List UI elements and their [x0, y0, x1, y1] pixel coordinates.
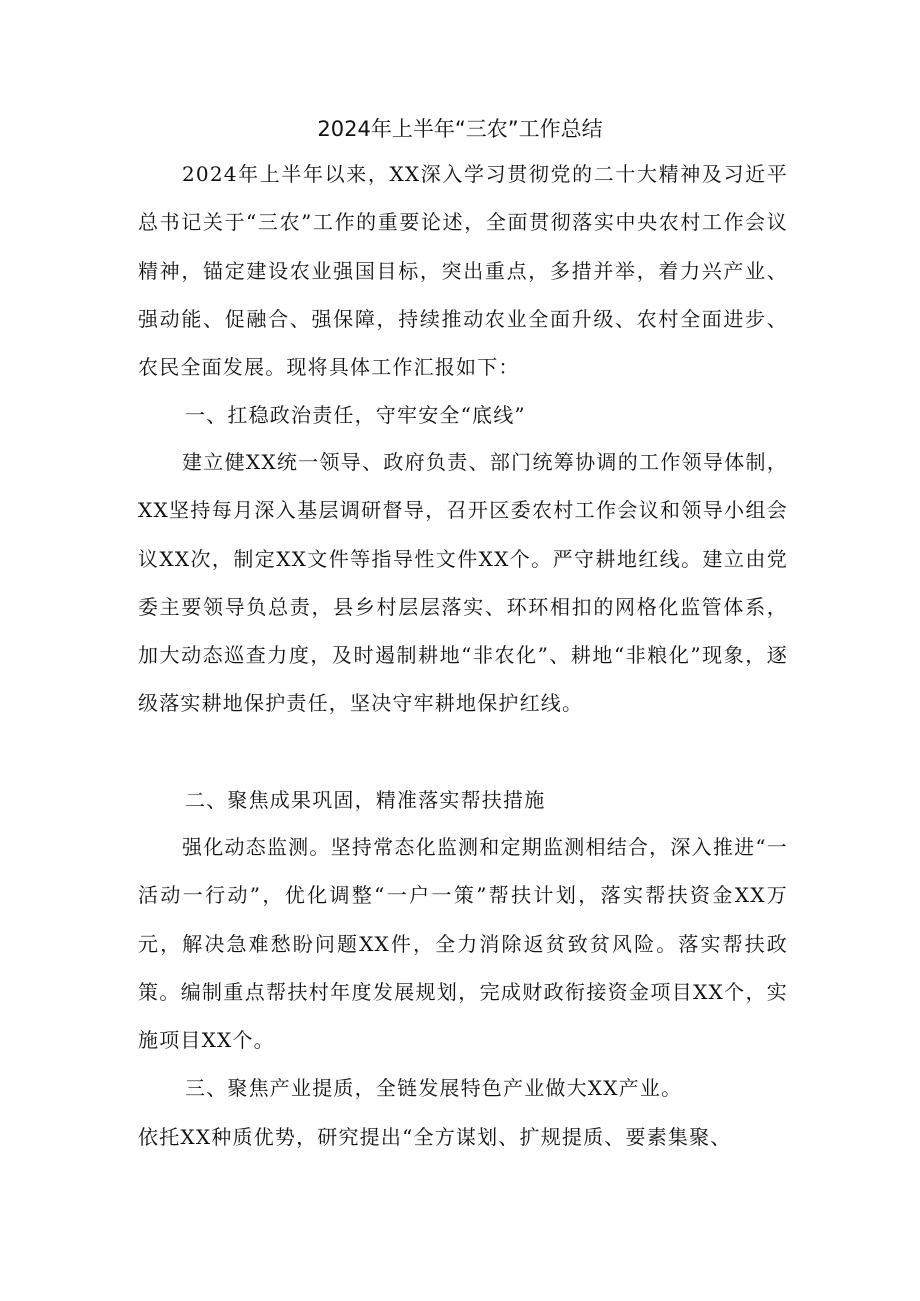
section-1-heading: 一、扛稳政治责任，守牢安全“底线”	[185, 403, 526, 427]
section-1-paragraph: 建立健XX统一领导、政府负责、部门统筹协调的工作领导体制，XX坚持每月深入基层调研督导，召开区委农村工作会议和领导小组会议XX次，制定XX文件等指导性文件XX个。严守耕地红线。建立由党委主要领导负总责，县乡村层层落实、环环相扣的网格化监管体系，加大动态巡查力度，及时遏制耕地“非农化”、耕地“非粮化”现象，逐级落实耕地保护责任，坚决守牢耕地保护红线。	[138, 450, 788, 716]
section-3-heading: 三、聚焦产业提质，全链发展特色产业做大XX产业。	[185, 1076, 683, 1100]
section-3-paragraph: 依托XX种质优势，研究提出“全方谋划、扩规提质、要素集聚、	[138, 1125, 732, 1149]
section-2-paragraph: 强化动态监测。坚持常态化监测和定期监测相结合，深入推进“一活动一行动”，优化调整“一户一策”帮扶计划，落实帮扶资金XX万元，解决急难愁盼问题XX件，全力消除返贫致贫风险。落实帮扶政策。编制重点帮扶村年度发展规划，完成财政衔接资金项目XX个，实施项目XX个。	[138, 835, 788, 1053]
section-2-heading: 二、聚焦成果巩固，精准落实帮扶措施	[185, 788, 546, 812]
document-title: 2024年上半年“三农”工作总结	[317, 117, 603, 141]
intro-paragraph: 2024年上半年以来，XX深入学习贯彻党的二十大精神及习近平总书记关于“三农”工作的重要论述，全面贯彻落实中央农村工作会议精神，锚定建设农业强国目标，突出重点，多措并举，着力兴产业、强动能、促融合、强保障，持续推动农业全面升级、农村全面进步、农民全面发展。现将具体工作汇报如下：	[138, 162, 788, 380]
